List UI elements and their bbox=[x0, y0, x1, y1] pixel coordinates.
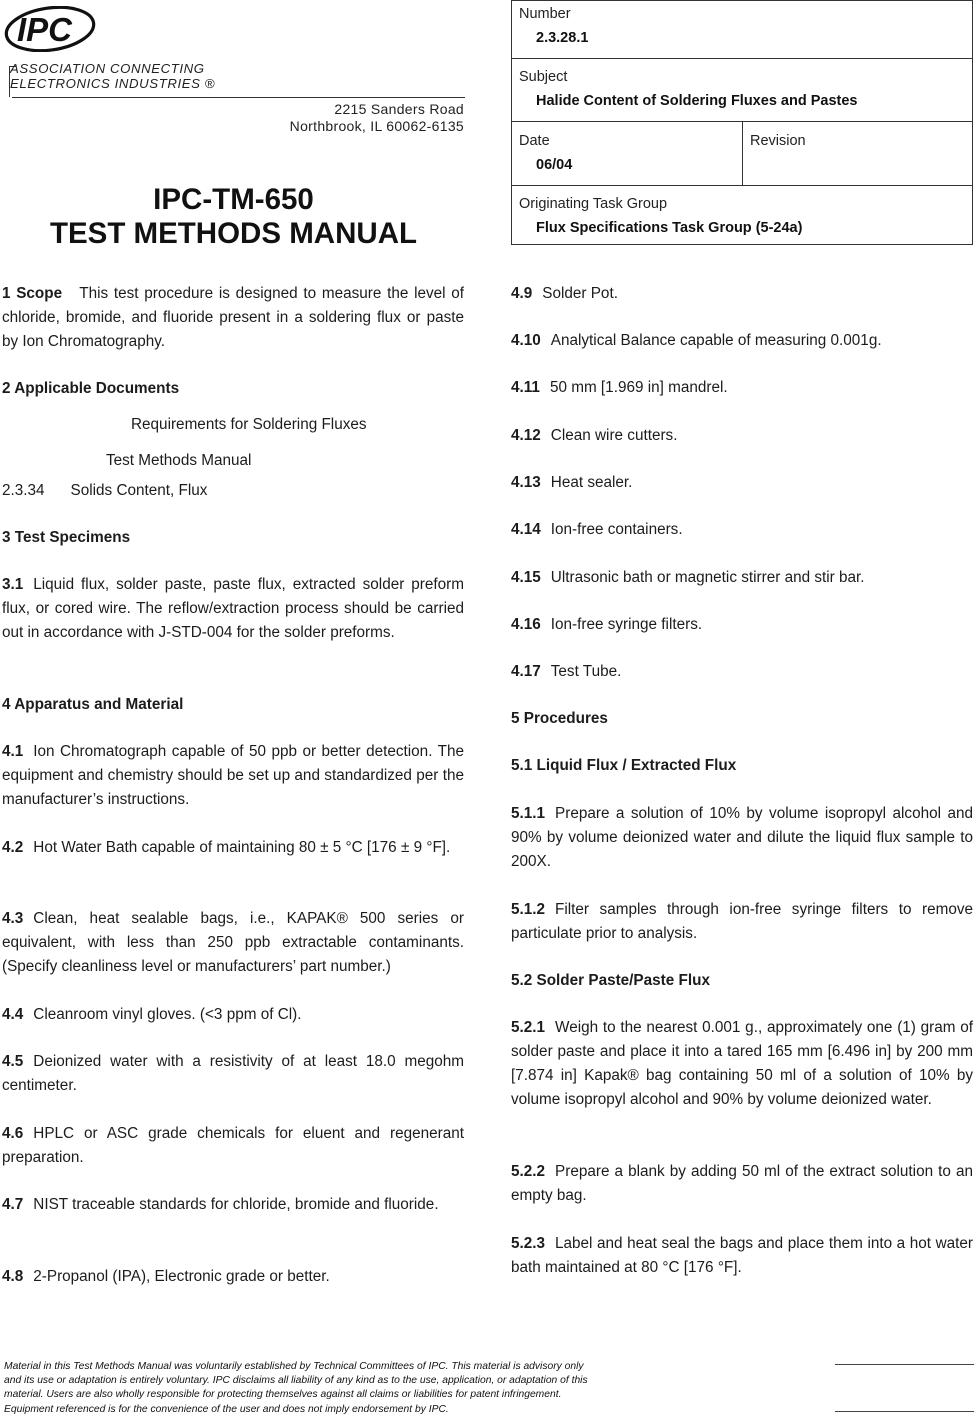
section-5-1-2-text: Filter samples through ion-free syringe filters to remove particulate prior to analysis. bbox=[511, 901, 973, 942]
section-4-7-text: NIST traceable standards for chloride, bromide and fluoride. bbox=[33, 1196, 439, 1213]
section-5-2-heading: 5.2 Solder Paste/Paste Flux bbox=[511, 972, 710, 989]
section-4-2 bbox=[2, 836, 464, 860]
section-4-7 bbox=[2, 1193, 464, 1217]
section-4-1 bbox=[2, 740, 464, 812]
revision-label: Revision bbox=[750, 133, 806, 149]
section-5-2-3-text: Label and heat seal the bags and place them into a hot water bath maintained at 80 °C [176 °F]. bbox=[511, 1235, 973, 1276]
section-4-9 bbox=[511, 282, 618, 306]
applicable-documents-heading: 2 Applicable Documents bbox=[2, 380, 180, 397]
scope-text: This test procedure is designed to measure the level of chloride, bromide, and fluoride present in a soldering flux or paste by Ion Chromatography. bbox=[2, 285, 464, 350]
address-street: 2215 Sanders Road bbox=[334, 101, 464, 117]
section-4-1-number: 4.1 bbox=[2, 743, 24, 760]
footer-disclaimer bbox=[4, 1360, 724, 1417]
section-4-12-text: Clean wire cutters. bbox=[550, 427, 678, 444]
section-4-8-number: 4.8 bbox=[2, 1268, 24, 1285]
section-4-4-text: Cleanroom vinyl gloves. (<3 ppm of Cl). bbox=[33, 1006, 302, 1023]
ipc-logo bbox=[4, 6, 100, 52]
section-4-15-text: Ultrasonic bath or magnetic stirrer and stir bar. bbox=[550, 569, 865, 586]
left-column bbox=[2, 282, 464, 354]
header-rule bbox=[12, 97, 465, 98]
document-ref-1: Requirements for Soldering Fluxes bbox=[131, 416, 367, 433]
scope-heading: 1 Scope bbox=[2, 285, 63, 302]
task-group-value: Flux Specifications Task Group (5-24a) bbox=[536, 220, 803, 236]
section-4-1-text: Ion Chromatograph capable of 50 ppb or better detection. The equipment and chemistry should be set up and standardized per the manufacturer’s instructions. bbox=[2, 743, 464, 808]
section-4-8 bbox=[2, 1265, 464, 1289]
section-5-1-1-text: Prepare a solution of 10% by volume isopropyl alcohol and 90% by volume deionized water and dilute the liquid flux sample to 200X. bbox=[511, 805, 973, 870]
section-4-17 bbox=[511, 660, 621, 684]
section-4-13-number: 4.13 bbox=[511, 474, 541, 491]
section-4-11-number: 4.11 bbox=[511, 379, 540, 396]
date-value: 06/04 bbox=[536, 157, 573, 173]
document-info-box bbox=[511, 0, 973, 245]
document-ref-3-number: 2.3.34 bbox=[2, 482, 45, 499]
info-divider bbox=[512, 58, 972, 59]
address-city: Northbrook, IL 60062-6135 bbox=[289, 117, 464, 134]
scope-paragraph bbox=[2, 282, 464, 354]
section-5-1-1-number: 5.1.1 bbox=[511, 805, 546, 822]
section-3-1-text: Liquid flux, solder paste, paste flux, extracted solder preform flux, or cored wire. The reflow/extraction process should be carried out in accordance with J-STD-004 for the solder preforms. bbox=[2, 576, 464, 641]
procedures-heading: 5 Procedures bbox=[511, 710, 608, 727]
section-4-15-number: 4.15 bbox=[511, 569, 541, 586]
logo-mark: IPC bbox=[17, 11, 73, 48]
section-4-14 bbox=[511, 518, 683, 542]
footer-line-2: and its use or adaptation is entirely voluntary. IPC disclaims all liability of any kind as to the use, application, or adaptation of this bbox=[4, 1375, 588, 1387]
section-5-1-2-number: 5.1.2 bbox=[511, 901, 546, 918]
section-4-6 bbox=[2, 1122, 464, 1170]
document-ref-3-title: Solids Content, Flux bbox=[70, 482, 208, 499]
section-4-4 bbox=[2, 1003, 464, 1027]
section-5-2-1 bbox=[511, 1016, 973, 1112]
footer-line-4: Equipment referenced is for the convenience of the user and does not imply endorsement by IPC. bbox=[4, 1403, 449, 1415]
section-5-2-2-number: 5.2.2 bbox=[511, 1163, 546, 1180]
section-4-8-text: 2-Propanol (IPA), Electronic grade or better. bbox=[33, 1268, 330, 1285]
section-4-10 bbox=[511, 329, 882, 353]
address bbox=[200, 101, 464, 134]
section-4-3-text: Clean, heat sealable bags, i.e., KAPAK® 500 series or equivalent, with less than 250 ppb extractable contaminants. (Specify cleanliness level or manufacturers’ part number.) bbox=[2, 910, 464, 975]
section-4-14-number: 4.14 bbox=[511, 521, 541, 538]
section-4-10-number: 4.10 bbox=[511, 332, 541, 349]
section-4-13-text: Heat sealer. bbox=[550, 474, 633, 491]
test-specimens-heading: 3 Test Specimens bbox=[2, 529, 131, 546]
section-5-2-1-number: 5.2.1 bbox=[511, 1019, 546, 1036]
section-5-2-1-text: Weigh to the nearest 0.001 g., approximately one (1) gram of solder paste and place it into a tared 165 mm [6.496 in] by 200 mm [7.874 in] Kapak® bag containing 50 ml of a solution of 10% by volume isopropyl alcohol and 90% by volume deionized water. bbox=[511, 1019, 973, 1108]
section-4-16 bbox=[511, 613, 702, 637]
section-4-6-number: 4.6 bbox=[2, 1125, 24, 1142]
section-4-3-number: 4.3 bbox=[2, 910, 24, 927]
section-4-2-text: Hot Water Bath capable of maintaining 80 ± 5 °C [176 ± 9 °F]. bbox=[33, 839, 451, 856]
number-label: Number bbox=[519, 6, 571, 22]
footer-line-3: material. Users are also wholly responsible for protecting themselves against all claims or liabilities for patent infringement. bbox=[4, 1389, 562, 1401]
section-4-3 bbox=[2, 907, 464, 979]
document-ref-2: Test Methods Manual bbox=[106, 452, 252, 469]
section-4-5 bbox=[2, 1050, 464, 1098]
number-value: 2.3.28.1 bbox=[536, 30, 589, 46]
apparatus-heading: 4 Apparatus and Material bbox=[2, 696, 184, 713]
section-4-15 bbox=[511, 566, 865, 590]
section-4-7-number: 4.7 bbox=[2, 1196, 24, 1213]
section-4-4-number: 4.4 bbox=[2, 1006, 24, 1023]
section-4-9-number: 4.9 bbox=[511, 285, 533, 302]
section-5-2-3-number: 5.2.3 bbox=[511, 1235, 546, 1252]
section-4-5-number: 4.5 bbox=[2, 1053, 24, 1070]
section-4-16-text: Ion-free syringe filters. bbox=[550, 616, 703, 633]
manual-title bbox=[0, 183, 467, 251]
section-5-2-3 bbox=[511, 1232, 973, 1280]
section-4-10-text: Analytical Balance capable of measuring 0.001g. bbox=[550, 332, 882, 349]
manual-title-line1: IPC-TM-650 bbox=[153, 183, 314, 216]
section-4-11-text: 50 mm [1.969 in] mandrel. bbox=[549, 379, 728, 396]
section-4-17-number: 4.17 bbox=[511, 663, 541, 680]
footer-line-1: Material in this Test Methods Manual was voluntarily established by Technical Committees of IPC. This material is advisory only bbox=[4, 1361, 584, 1372]
footer-rule-top bbox=[835, 1364, 974, 1365]
section-4-14-text: Ion-free containers. bbox=[550, 521, 683, 538]
document-ref-3 bbox=[2, 479, 207, 503]
section-5-1-2 bbox=[511, 898, 973, 946]
section-4-17-text: Test Tube. bbox=[550, 663, 622, 680]
section-4-16-number: 4.16 bbox=[511, 616, 541, 633]
task-group-label: Originating Task Group bbox=[519, 196, 668, 212]
section-4-5-text: Deionized water with a resistivity of at least 18.0 megohm centimeter. bbox=[2, 1053, 464, 1094]
section-5-1-1 bbox=[511, 802, 973, 874]
section-5-1-heading: 5.1 Liquid Flux / Extracted Flux bbox=[511, 757, 737, 774]
logo-tagline-line2: ELECTRONICS INDUSTRIES ® bbox=[10, 76, 216, 91]
section-3-1 bbox=[2, 573, 464, 645]
section-4-6-text: HPLC or ASC grade chemicals for eluent and regenerant preparation. bbox=[2, 1125, 464, 1166]
footer-rule-bottom bbox=[835, 1411, 974, 1412]
section-5-2-2 bbox=[511, 1160, 973, 1208]
section-4-12 bbox=[511, 424, 677, 448]
section-4-12-number: 4.12 bbox=[511, 427, 541, 444]
section-4-2-number: 4.2 bbox=[2, 839, 24, 856]
date-label: Date bbox=[519, 133, 550, 149]
section-5-2-2-text: Prepare a blank by adding 50 ml of the extract solution to an empty bag. bbox=[511, 1163, 973, 1204]
logo-tagline bbox=[10, 61, 215, 91]
info-divider bbox=[512, 185, 972, 186]
section-4-9-text: Solder Pot. bbox=[542, 285, 618, 302]
subject-value: Halide Content of Soldering Fluxes and Pastes bbox=[536, 93, 858, 109]
section-4-11 bbox=[511, 376, 728, 400]
logo-tagline-line1: ASSOCIATION CONNECTING bbox=[10, 61, 205, 76]
section-4-13 bbox=[511, 471, 632, 495]
info-vertical-divider bbox=[742, 121, 743, 185]
manual-title-line2: TEST METHODS MANUAL bbox=[49, 217, 418, 250]
subject-label: Subject bbox=[519, 69, 568, 85]
section-3-1-number: 3.1 bbox=[2, 576, 24, 593]
